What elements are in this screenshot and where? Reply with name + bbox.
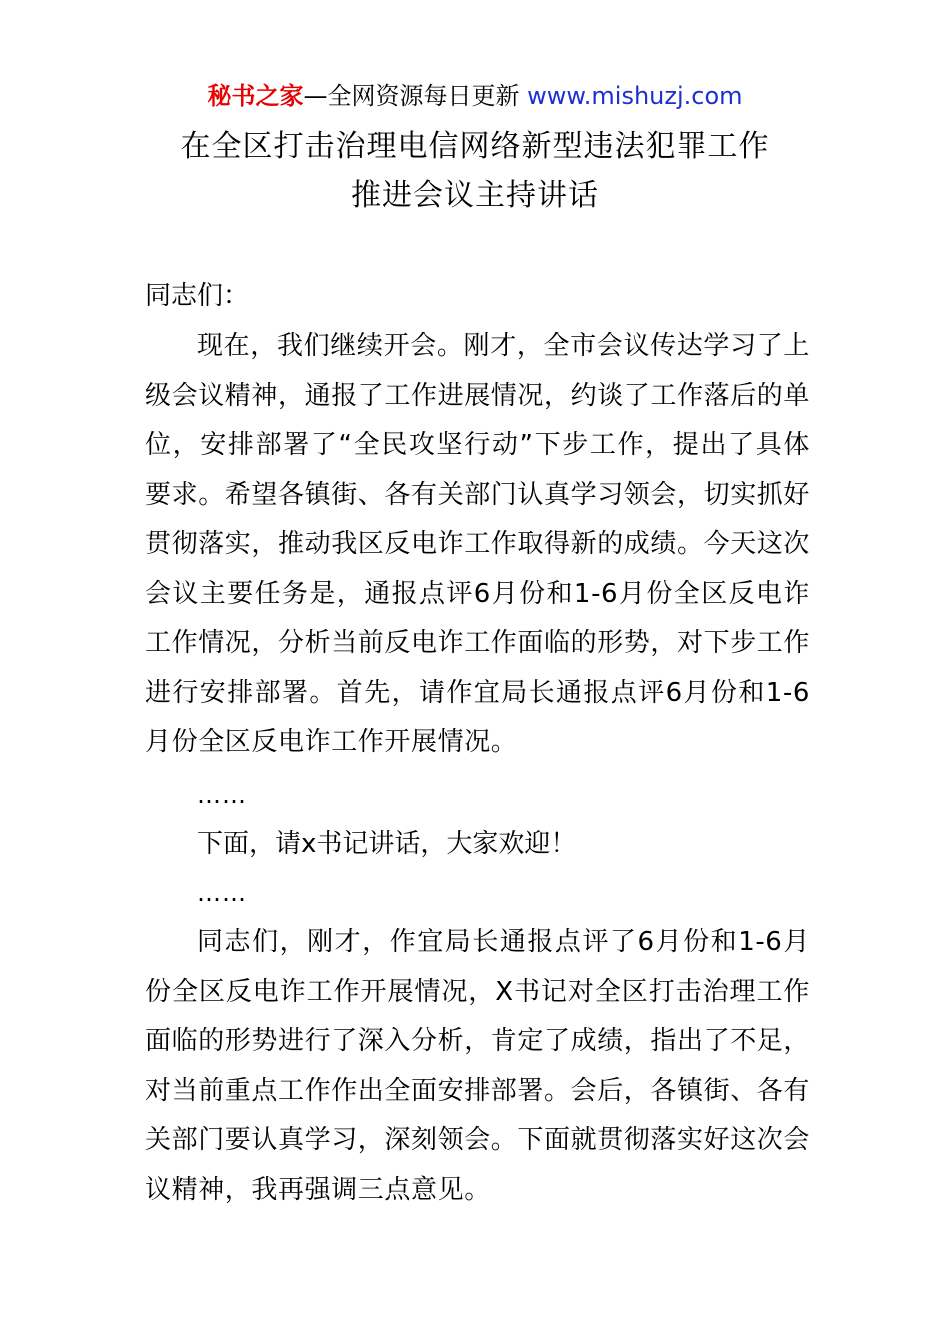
paragraph-2-text: 同志们，刚才，作宜局长通报点评了6月份和1-6月份全区反电诈工作开展情况，X书记对全区打击治理工作面临的形势进行了深入分析，肯定了成绩，指出了不足，对当前重点工作作出全面安排部署。会后，各镇街、各有关部门要认真学习，深刻领会。下面就贯彻落实好这次会议精神，我再强调三点意见。 (145, 927, 811, 1205)
document-title-line-1: 在全区打击治理电信网络新型违法犯罪工作 (180, 129, 770, 164)
site-url-link[interactable]: www.mishuzj.com (527, 82, 743, 110)
header-tagline: —全网资源每日更新 (303, 82, 528, 110)
salutation: 同志们： (145, 281, 250, 311)
document-title-line-2: 推进会议主持讲话 (351, 178, 599, 213)
body-paragraph-1 (145, 322, 810, 768)
site-header (0, 78, 950, 114)
invite-line: 下面，请x书记讲话，大家欢迎！ (197, 829, 577, 859)
ellipsis-1: …… (197, 781, 247, 809)
body-paragraph-2 (145, 918, 810, 1215)
brand-name: 秘书之家 (207, 82, 304, 110)
ellipsis-2: …… (197, 879, 247, 907)
paragraph-1-text: 现在，我们继续开会。刚才，全市会议传达学习了上级会议精神，通报了工作进展情况，约谈了工作落后的单位，安排部署了“全民攻坚行动”下步工作，提出了具体要求。希望各镇街、各有关部门认真学习领会，切实抓好贯彻落实，推动我区反电诈工作取得新的成绩。今天这次会议主要任务是，通报点评6月份和1-6月份全区反电诈工作情况，分析当前反电诈工作面临的形势，对下步工作进行安排部署。首先，请作宜局长通报点评6月份和1-6月份全区反电诈工作开展情况。 (145, 331, 811, 757)
